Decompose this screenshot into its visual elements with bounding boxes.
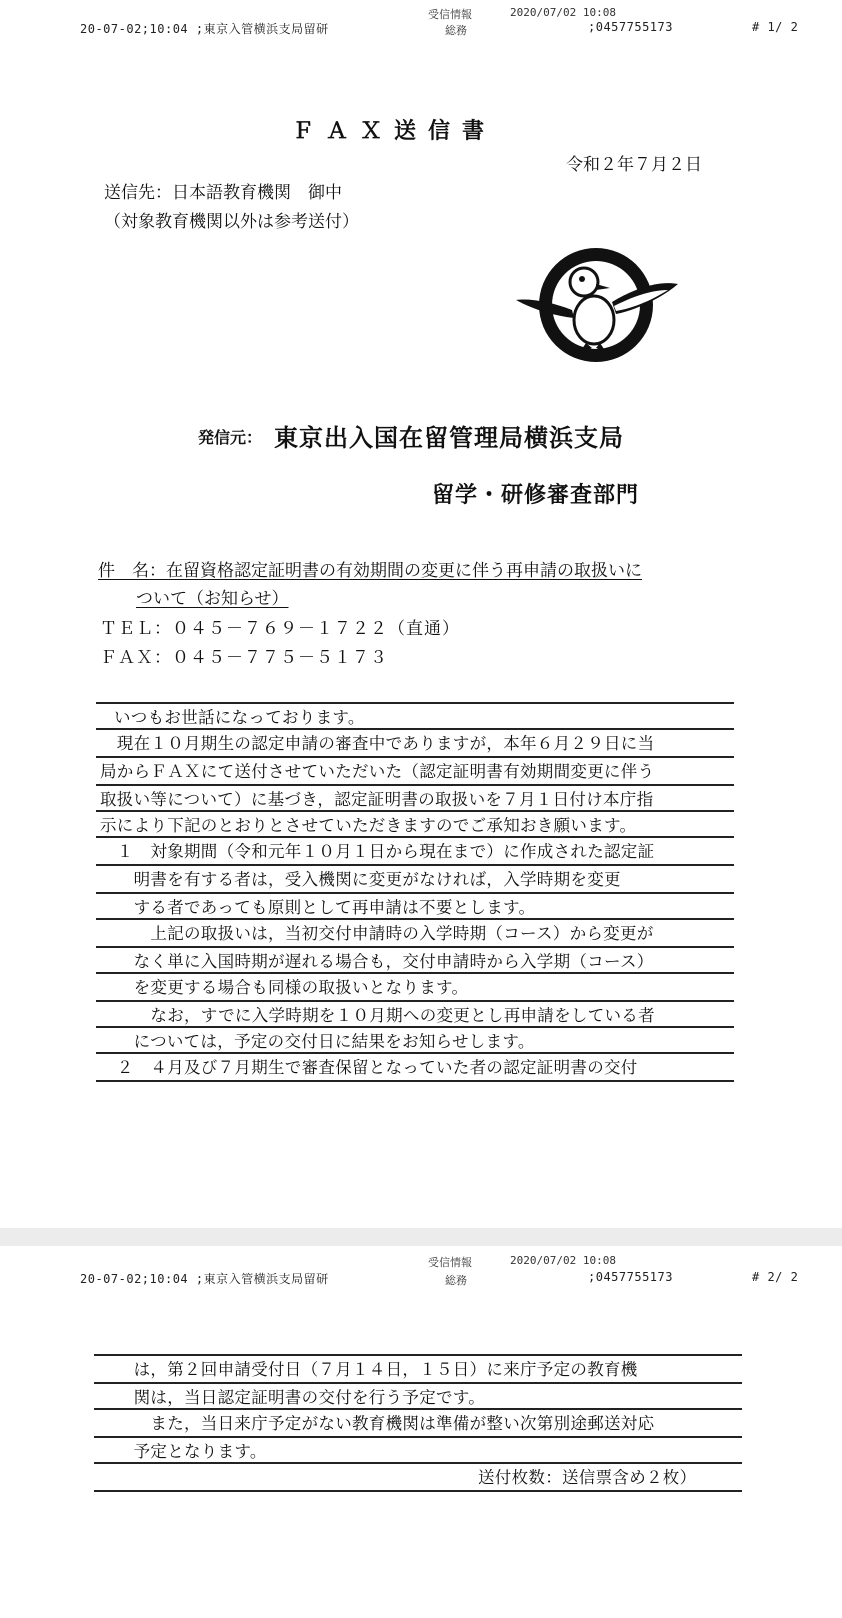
body-line: 上記の取扱いは，当初交付申請時の入学時期（コース）から変更が	[100, 924, 654, 943]
subject-line-1: 件 名：在留資格認定証明書の有効期間の変更に伴う再申請の取扱いに	[98, 561, 642, 581]
fax-header-recv-datetime: 2020/07/02 10:08	[510, 1254, 616, 1267]
rule-line	[96, 1080, 734, 1082]
body-line: また，当日来庁予定がない教育機関は準備が整い次第別途郵送対応	[100, 1414, 655, 1433]
tel-line: ＴＥＬ：０４５－７６９－１７２２（直通）	[100, 619, 460, 639]
fax-header-left: 20-07-02;10:04 ;東京入管横浜支局留研	[80, 22, 329, 36]
sender-organization: 東京出入国在留管理局横浜支局	[274, 424, 624, 452]
recipient-note: （対象教育機関以外は参考送付）	[104, 212, 359, 232]
closing-page-count: 送付枚数：送信票含め２枚）	[478, 1468, 697, 1487]
body-line: 取扱い等について）に基づき，認定証明書の取扱いを７月１日付け本庁指	[100, 790, 654, 809]
body-line: ２ ４月及び７月期生で審査保留となっていた者の認定証明書の交付	[100, 1058, 638, 1077]
recipient-line: 送信先：日本語教育機関 御中	[104, 183, 342, 203]
document-date: 令和２年７月２日	[566, 155, 702, 175]
fax-line: ＦＡＸ：０４５－７７５－５１７３	[100, 648, 388, 668]
body-line: １ 対象期間（令和元年１０月１日から現在まで）に作成された認定証	[100, 842, 655, 861]
body-line: いつもお世話になっております。	[114, 708, 365, 727]
fax-header-sender-mark: 総務	[445, 1274, 467, 1287]
fax-header-number: ;0457755173	[588, 1270, 673, 1284]
body-line: については，予定の交付日に結果をお知らせします。	[100, 1032, 535, 1051]
rule-line	[94, 1490, 742, 1492]
body-line: 関は，当日認定証明書の交付を行う予定です。	[100, 1388, 486, 1407]
fax-page-2	[0, 1246, 842, 1618]
fax-header-page-no: # 2/ 2	[752, 1270, 799, 1284]
body-line: なお，すでに入学時期を１０月期への変更とし再申請をしている者	[100, 1006, 655, 1025]
fax-header-left: 20-07-02;10:04 ;東京入管横浜支局留研	[80, 1272, 329, 1286]
document-title: ＦＡＸ送信書	[292, 119, 497, 144]
body-line: 現在１０月期生の認定申請の審査中でありますが，本年６月２９日に当	[100, 734, 655, 753]
fax-header-page-no: # 1/ 2	[752, 20, 799, 34]
seagull-mascot-logo-icon	[512, 240, 682, 370]
fax-header-recv-label: 受信情報	[428, 8, 472, 21]
body-line: 局からＦＡＸにて送付させていただいた（認定証明書有効期間変更に伴う	[100, 762, 655, 781]
fax-header-number: ;0457755173	[588, 20, 673, 34]
body-line: 示により下記のとおりとさせていただきますのでご承知おき願います。	[100, 816, 637, 835]
body-line: する者であっても原則として再申請は不要とします。	[100, 898, 536, 917]
fax-header-recv-datetime: 2020/07/02 10:08	[510, 6, 616, 19]
sender-label: 発信元：	[198, 428, 263, 447]
body-line: は，第２回申請受付日（７月１４日，１５日）に来庁予定の教育機	[100, 1360, 638, 1379]
body-line: を変更する場合も同様の取扱いとなります。	[100, 978, 469, 997]
body-line: 明書を有する者は，受入機関に変更がなければ，入学時期を変更	[100, 870, 621, 889]
fax-header-recv-label: 受信情報	[428, 1256, 472, 1269]
body-line: なく単に入国時期が遅れる場合も，交付申請時から入学期（コース）	[100, 952, 654, 971]
body-line: 予定となります。	[100, 1442, 267, 1461]
sender-department: 留学・研修審査部門	[432, 483, 640, 508]
subject-line-2: ついて（お知らせ）	[136, 589, 289, 609]
fax-header-sender-mark: 総務	[445, 24, 467, 37]
